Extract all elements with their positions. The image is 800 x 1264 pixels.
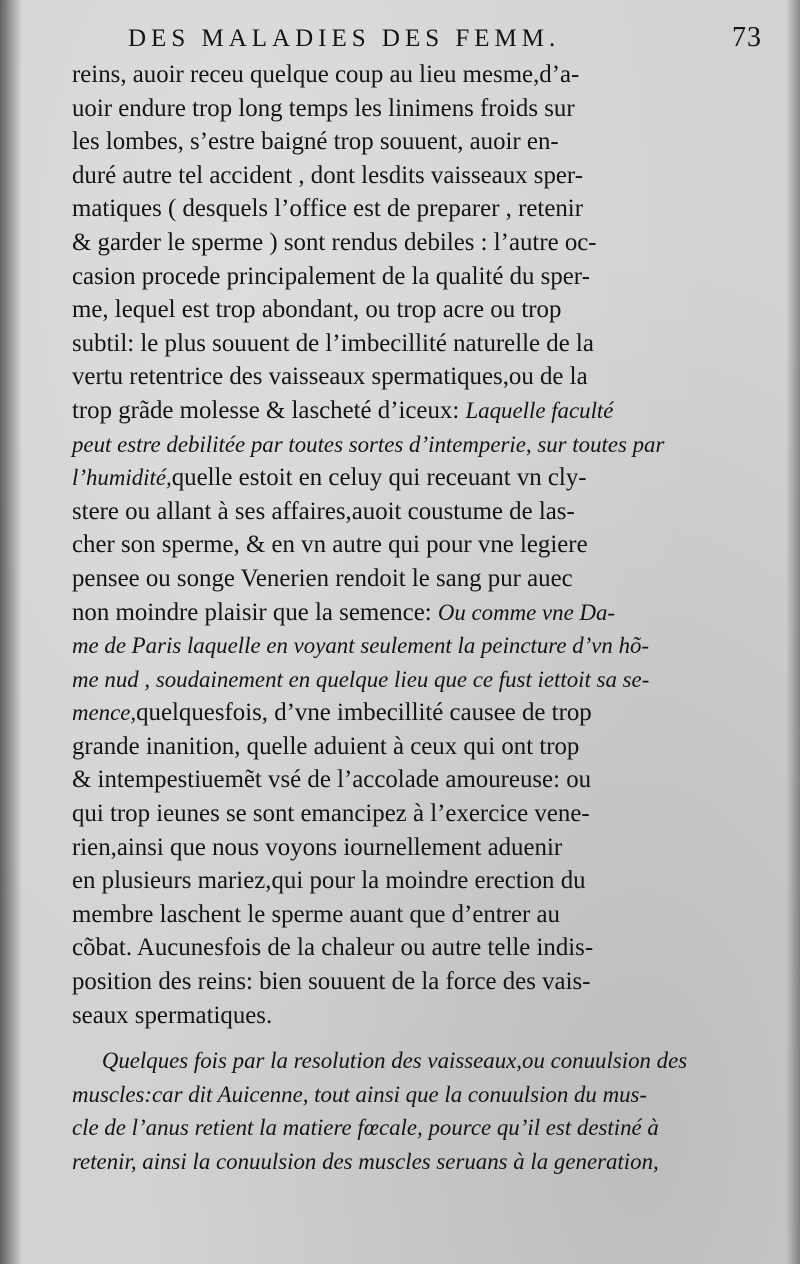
text-run: cõbat. Aucunesfois de la chaleur ou autre telle indis- xyxy=(72,934,594,962)
text-line xyxy=(72,1145,772,1179)
italic-text-run: mence, xyxy=(72,700,137,726)
text-line xyxy=(72,763,772,797)
text-line xyxy=(72,293,772,327)
text-run: uoir endure trop long temps les linimens froids sur xyxy=(72,94,575,122)
text-run: matiques ( desquels l’office est de preparer , retenir xyxy=(72,195,583,223)
page-header xyxy=(128,22,762,56)
text-line xyxy=(72,495,772,529)
paragraph-gap xyxy=(72,1032,776,1044)
italic-text-run: Ou comme vne Da- xyxy=(437,599,616,625)
running-head: DES MALADIES DES FEMM. xyxy=(128,25,561,52)
text-run: vertu retentrice des vaisseaux spermatiques,ou de la xyxy=(72,363,588,391)
text-run: pensee ou songe Venerien rendoit le sang pur auec xyxy=(72,564,573,592)
text-line xyxy=(72,965,772,999)
text-run: trop grãde molesse & lascheté d’iceux: xyxy=(72,396,466,424)
page-edge-shadow xyxy=(786,0,800,1264)
paragraph-2 xyxy=(72,1044,776,1178)
italic-text-run: peut estre debilitée par toutes sortes d’intemperie, sur toutes par xyxy=(72,431,665,457)
text-run: membre laschent le sperme auant que d’entrer au xyxy=(72,900,560,928)
text-line xyxy=(72,528,772,562)
text-run: seaux spermatiques. xyxy=(72,1001,273,1029)
text-line xyxy=(72,898,772,932)
text-run: quelle estoit en celuy qui receuant vn cly- xyxy=(171,464,587,492)
italic-text-run: muscles:car dit Auicenne, tout ainsi que la conuulsion du mus- xyxy=(72,1081,648,1107)
text-run: en plusieurs mariez,qui pour la moindre erection du xyxy=(72,867,586,895)
page-number: 73 xyxy=(732,22,762,53)
text-run: me, lequel est trop abondant, ou trop acre ou trop xyxy=(72,296,562,324)
text-line xyxy=(72,797,772,831)
text-line xyxy=(72,1078,772,1112)
text-line xyxy=(72,696,772,730)
italic-text-run: me nud , soudainement en quelque lieu que ce fust iettoit sa se- xyxy=(72,666,650,692)
text-line xyxy=(72,327,772,361)
text-line xyxy=(72,159,772,193)
text-line xyxy=(72,864,772,898)
text-run: stere ou allant à ses affaires,auoit coustume de las- xyxy=(72,497,575,525)
text-line xyxy=(72,260,772,294)
text-line xyxy=(72,1044,772,1078)
text-run: rien,ainsi que nous voyons iournellement aduenir xyxy=(72,833,563,861)
text-line xyxy=(72,596,772,630)
text-line xyxy=(72,831,772,865)
text-line xyxy=(72,192,772,226)
text-run: subtil: le plus souuent de l’imbecillité naturelle de la xyxy=(72,329,594,357)
text-line xyxy=(72,1111,772,1145)
italic-text-run: Quelques fois par la resolution des vaisseaux,ou conuulsion des xyxy=(101,1048,688,1074)
text-line xyxy=(72,394,772,428)
text-run: les lombes, s’estre baigné trop souuent, auoir en- xyxy=(72,128,559,156)
italic-text-run: me de Paris laquelle en voyant seulement la peincture d’vn hõ- xyxy=(72,633,650,659)
italic-text-run: Laquelle faculté xyxy=(465,397,614,423)
text-line xyxy=(72,931,772,965)
text-line xyxy=(72,562,772,596)
text-line xyxy=(72,226,772,260)
text-line xyxy=(72,360,772,394)
paragraph-1 xyxy=(72,58,776,1032)
text-line xyxy=(72,58,772,92)
text-line xyxy=(72,663,772,697)
text-run: & garder le sperme ) sont rendus debiles : l’autre oc- xyxy=(72,228,597,256)
italic-text-run: retenir, ainsi la conuulsion des muscles seruans à la generation, xyxy=(72,1149,659,1174)
text-line xyxy=(72,461,772,495)
text-line xyxy=(72,629,772,663)
page-gutter-shadow xyxy=(0,0,22,1264)
text-run: qui trop ieunes se sont emancipez à l’exercice vene- xyxy=(72,800,590,828)
text-run: casion procede principalement de la qualité du sper- xyxy=(72,262,590,290)
text-line xyxy=(72,125,772,159)
page-body xyxy=(72,58,776,1179)
italic-text-run: cle de l’anus retient la matiere fœcale, pource qu’il est destiné à xyxy=(72,1115,659,1141)
text-run: & intempestiuemẽt vsé de l’accolade amoureuse: ou xyxy=(72,766,592,794)
text-line xyxy=(72,428,772,462)
text-run: position des reins: bien souuent de la force des vais- xyxy=(72,968,591,996)
text-run: non moindre plaisir que la semence: xyxy=(72,598,438,626)
text-run: grande inanition, quelle aduient à ceux qui ont trop xyxy=(72,732,580,760)
text-run: cher son sperme, & en vn autre qui pour vne legiere xyxy=(72,531,588,559)
text-line xyxy=(72,999,772,1033)
text-run: duré autre tel accident , dont lesdits vaisseaux sper- xyxy=(72,161,583,189)
text-run: quelquesfois, d’vne imbecillité causee de trop xyxy=(136,699,592,727)
italic-text-run: l’humidité, xyxy=(72,465,172,491)
text-line xyxy=(72,730,772,764)
text-line xyxy=(72,92,772,126)
text-run: reins, auoir receu quelque coup au lieu mesme,d’a- xyxy=(72,61,580,88)
